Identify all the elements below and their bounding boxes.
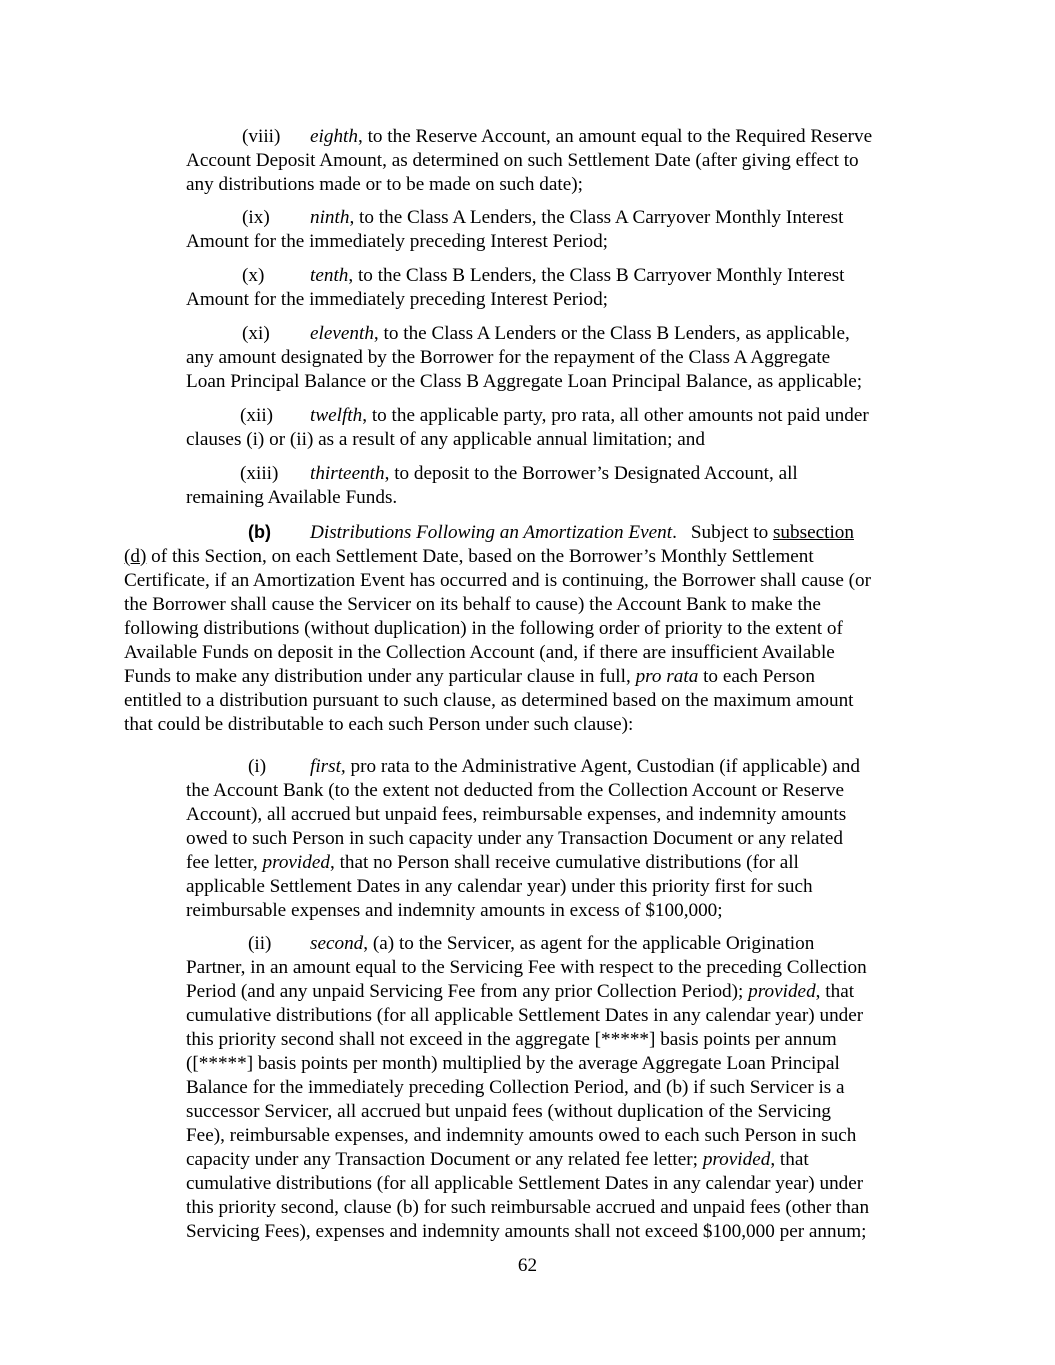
- clause-keyword: eighth: [310, 126, 358, 147]
- page-number: 62: [517, 1255, 538, 1276]
- clause-number: (xiii): [240, 463, 279, 484]
- clause-number: (viii): [242, 126, 281, 147]
- clause-keyword: thirteenth: [310, 463, 385, 484]
- clause-keyword: second: [310, 933, 364, 954]
- clause-number: (xi): [242, 323, 270, 344]
- clause-keyword: first,: [310, 756, 346, 777]
- section-title: Distributions Following an Amortization Event: [310, 522, 673, 543]
- clause-xiii: (xiii) thirteenth, to deposit to the Borrower’s Designated Account, all remaining Available Funds.: [186, 463, 798, 508]
- subsection-reference: (d): [124, 546, 147, 567]
- clause-keyword: eleventh: [310, 323, 374, 344]
- clause-xi: (xi) eleventh, to the Class A Lenders or the Class B Lenders, as applicable, any amount designated by the Borrower for the repayment of the Class A Aggregate Loan Principal Balance or the Class B Aggregate Loan Principal Balance, as applicable;: [186, 323, 863, 392]
- clause-number: (i): [248, 756, 267, 777]
- clause-keyword: tenth: [310, 265, 349, 286]
- clause-number: (x): [242, 265, 265, 286]
- section-label: (b): [248, 522, 271, 542]
- clause-keyword: twelfth: [310, 405, 363, 426]
- clause-b-ii: (ii) second, (a) to the Servicer, as agent for the applicable Origination Partner, in an amount equal to the Servicing Fee with respect to the preceding Collection Period (and any unpaid Servicing Fee from any prior Collection Period); provided, that cumulative distributions (for all applicable Settlement Dates in any calendar year) under this priority second shall not exceed in the aggregate [*****] basis points per annum ([*****] basis points per month) multiplied by the average Aggregate Loan Principal Balance for the immediately preceding Collection Period, and (b) if such Servicer is a successor Servicer, all accrued but unpaid fees (without duplication of the Servicing Fee), reimbursable expenses, and indemnity amounts owed to each such Person in such capacity under any Transaction Document or any related fee letter; provided, that cumulative distributions (for all applicable Settlement Dates in any calendar year) under this priority second, clause (b) for such reimbursable accrued and unpaid fees (other than Servicing Fees), expenses and indemnity amounts shall not exceed $100,000 per annum;: [186, 933, 870, 1242]
- clause-number: (ii): [248, 933, 272, 954]
- clause-x: (x) tenth, to the Class B Lenders, the Class B Carryover Monthly Interest Amount for the immediately preceding Interest Period;: [186, 265, 845, 310]
- clause-xii: (xii) twelfth, to the applicable party, pro rata, all other amounts not paid under clauses (i) or (ii) as a result of any applicable annual limitation; and: [186, 405, 869, 450]
- clause-keyword: ninth: [310, 207, 350, 228]
- clause-viii: (viii) eighth, to the Reserve Account, an amount equal to the Required Reserve Account Deposit Amount, as determined on such Settlement Date (after giving effect to any distributions made or to be made on such date);: [186, 126, 873, 195]
- clause-b-i: (i) first, pro rata to the Administrative Agent, Custodian (if applicable) and the Account Bank (to the extent not deducted from the Collection Account or Reserve Account), all accrued but unpaid fees, reimbursable expenses, and indemnity amounts owed to such Person in such capacity under any Transaction Document or any related fee letter, provided, that no Person shall receive cumulative distributions (for all applicable Settlement Dates in any calendar year) under this priority first for such reimbursable expenses and indemnity amounts in excess of $100,000;: [186, 756, 860, 921]
- clause-number: (ix): [242, 207, 270, 228]
- section-b: (b) Distributions Following an Amortization Event. Subject to subsection (d) of this Section, on each Settlement Date, based on the Borrower’s Monthly Settlement Certificate, if an Amortization Event has occurred and is continuing, the Borrower shall cause (or the Borrower shall cause the Servicer on its behalf to cause) the Account Bank to make the following distributions (without duplication) in the following order of priority to the extent of Available Funds on deposit in the Collection Account (and, if there are insufficient Available Funds to make any distribution under any particular clause in full, pro rata to each Person entitled to a distribution pursuant to such clause, as determined based on the maximum amount that could be distributable to each such Person under such clause):: [124, 522, 872, 735]
- clause-ix: (ix) ninth, to the Class A Lenders, the Class A Carryover Monthly Interest Amount for the immediately preceding Interest Period;: [186, 207, 844, 252]
- subsection-reference: subsection: [772, 522, 854, 543]
- clause-number: (xii): [240, 405, 274, 426]
